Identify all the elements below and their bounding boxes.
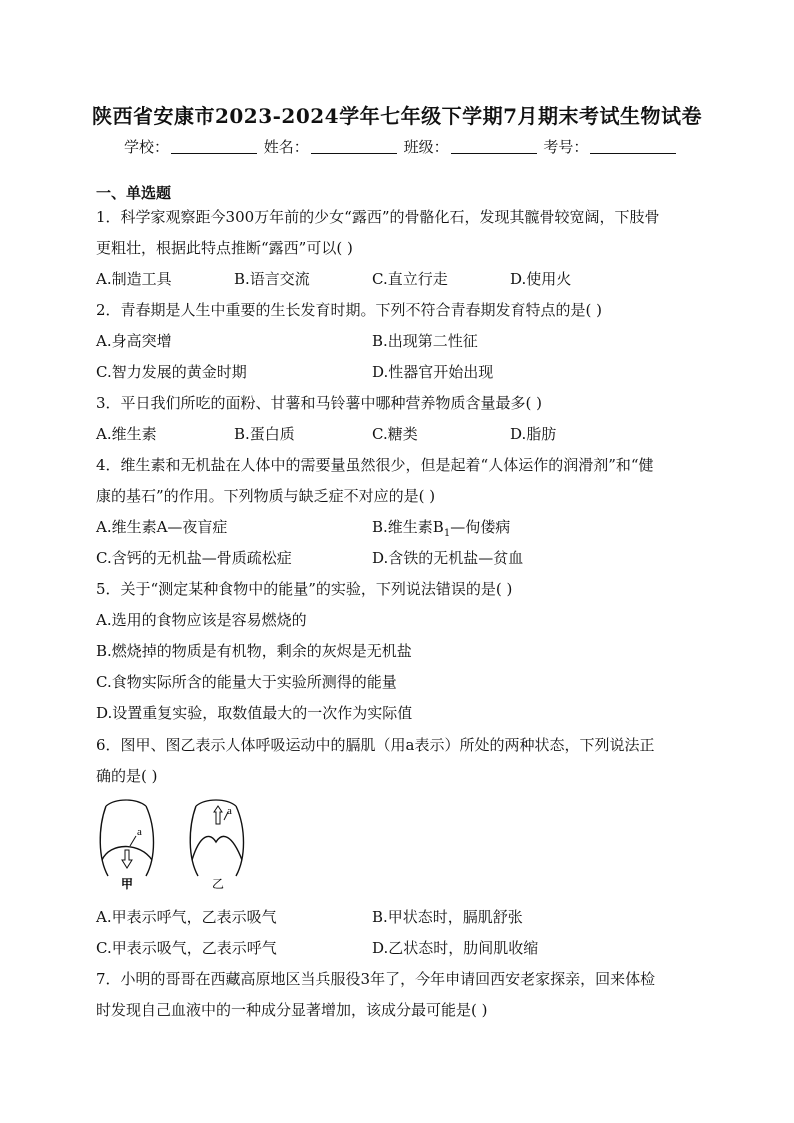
q6-stem-line2: 确的是( ) <box>96 767 158 785</box>
q4-option-d[interactable]: D.含铁的无机盐—贫血 <box>372 549 524 567</box>
q1-option-d[interactable]: D.使用火 <box>510 270 572 288</box>
q1-option-c[interactable]: C.直立行走 <box>372 270 448 288</box>
q7-stem-line2: 时发现自己血液中的一种成分显著增加，该成分最可能是( ) <box>96 1001 488 1019</box>
q3-option-d[interactable]: D.脂肪 <box>510 425 557 443</box>
school-blank[interactable] <box>171 139 257 154</box>
q2-option-b[interactable]: B.出现第二性征 <box>372 332 478 350</box>
label-jia: 甲 <box>121 877 134 891</box>
q4-option-a[interactable]: A.维生素A—夜盲症 <box>96 518 228 536</box>
q5-option-a[interactable]: A.选用的食物应该是容易燃烧的 <box>96 611 307 629</box>
q4-option-c[interactable]: C.含钙的无机盐—骨质疏松症 <box>96 549 292 567</box>
label-a-jia: a <box>137 826 142 838</box>
q2-stem-line1: 2．青春期是人生中重要的生长发育时期。下列不符合青春期发育特点的是( ) <box>96 301 603 319</box>
figure-jia <box>100 800 153 891</box>
q2-option-c[interactable]: C.智力发展的黄金时期 <box>96 363 247 381</box>
q2-option-d[interactable]: D.性器官开始出现 <box>372 363 494 381</box>
q6-option-b[interactable]: B.甲状态时，膈肌舒张 <box>372 908 523 926</box>
q5-option-c[interactable]: C.食物实际所含的能量大于实验所测得的能量 <box>96 673 397 691</box>
q4-option-b-text: B.维生素B <box>372 518 444 536</box>
q3-option-a[interactable]: A.维生素 <box>96 425 157 443</box>
label-a-yi: a <box>227 805 232 817</box>
school-label: 学校： <box>124 138 170 156</box>
q3-stem-line1: 3．平日我们所吃的面粉、甘薯和马铃薯中哪种营养物质含量最多( ) <box>96 394 543 412</box>
section-heading: 一、单选题 <box>96 184 172 202</box>
q4-stem-line1: 4．维生素和无机盐在人体中的需要量虽然很少，但是起着“人体运作的润滑剂”和“健 <box>96 456 654 474</box>
q4-option-b-suffix: —佝偻病 <box>450 518 511 536</box>
q3-option-c[interactable]: C.糖类 <box>372 425 418 443</box>
class-blank[interactable] <box>451 139 537 154</box>
q6-option-d[interactable]: D.乙状态时，肋间肌收缩 <box>372 939 539 957</box>
q5-option-b[interactable]: B.燃烧掉的物质是有机物，剩余的灰烬是无机盐 <box>96 642 412 660</box>
q6-option-c[interactable]: C.甲表示吸气，乙表示呼气 <box>96 939 277 957</box>
q1-option-a[interactable]: A.制造工具 <box>96 270 172 288</box>
q2-option-a[interactable]: A.身高突增 <box>96 332 172 350</box>
diaphragm-figure <box>96 798 266 894</box>
q4-option-b[interactable] <box>372 516 510 539</box>
number-label: 考号： <box>543 138 589 156</box>
class-label: 班级： <box>403 138 449 156</box>
q6-stem-line1: 6．图甲、图乙表示人体呼吸运动中的膈肌（用a表示）所处的两种状态，下列说法正 <box>96 736 655 754</box>
number-blank[interactable] <box>590 139 676 154</box>
q1-stem-line1: 1．科学家观察距今300万年前的少女“露西”的骨骼化石，发现其髋骨较宽阔，下肢骨 <box>96 208 660 226</box>
q7-stem-line1: 7．小明的哥哥在西藏高原地区当兵服役3年了，今年申请回西安老家探亲，回来体检 <box>96 970 656 988</box>
q3-option-b[interactable]: B.蛋白质 <box>234 425 295 443</box>
label-yi: 乙 <box>212 877 225 891</box>
q6-option-a[interactable]: A.甲表示呼气，乙表示吸气 <box>96 908 277 926</box>
student-info-row <box>124 136 678 157</box>
q5-option-d[interactable]: D.设置重复实验，取数值最大的一次作为实际值 <box>96 704 413 722</box>
page-title: 陕西省安康市2023-2024学年七年级下学期7月期末考试生物试卷 <box>91 104 703 128</box>
name-blank[interactable] <box>311 139 397 154</box>
q5-stem-line1: 5．关于“测定某种食物中的能量”的实验，下列说法错误的是( ) <box>96 580 513 598</box>
figure-yi <box>190 800 243 891</box>
q4-stem-line2: 康的基石”的作用。下列物质与缺乏症不对应的是( ) <box>96 487 436 505</box>
q4-option-b-subscript: 1 <box>443 528 451 539</box>
q1-stem-line2: 更粗壮，根据此特点推断“露西”可以( ) <box>96 239 353 257</box>
q1-option-b[interactable]: B.语言交流 <box>234 270 310 288</box>
name-label: 姓名： <box>263 138 309 156</box>
